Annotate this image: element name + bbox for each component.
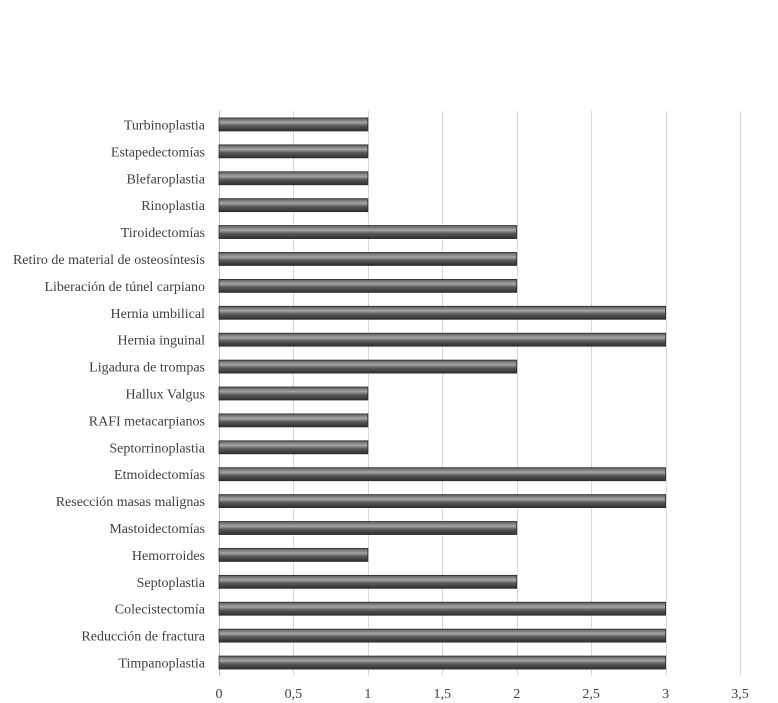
bar — [219, 360, 517, 373]
bar — [219, 199, 368, 212]
category-label: Ligadura de trompas — [89, 360, 205, 376]
bar — [219, 387, 368, 400]
category-label: Septoplastia — [136, 575, 205, 591]
bar — [219, 656, 666, 669]
x-tick-label: 3,5 — [731, 687, 749, 702]
x-tick-label: 2 — [513, 687, 521, 702]
bar — [219, 575, 517, 588]
category-label: Liberación de túnel carpiano — [44, 279, 205, 295]
bar — [219, 548, 368, 561]
category-label: Retiro de material de osteosíntesis — [12, 252, 205, 268]
category-label: Resección masas malignas — [55, 495, 205, 511]
category-label: Hernia inguinal — [117, 333, 205, 349]
bar — [219, 279, 517, 292]
bar — [219, 495, 666, 508]
bar — [219, 306, 666, 319]
x-tick-label: 0 — [215, 687, 223, 702]
bar — [219, 118, 368, 131]
category-label: Hernia umbilical — [110, 306, 205, 322]
bar — [219, 441, 368, 454]
bar — [219, 468, 666, 481]
x-tick-label: 3 — [662, 687, 670, 702]
category-label: Etmoidectomías — [114, 468, 205, 484]
category-labels — [13, 118, 206, 671]
bar — [219, 226, 517, 239]
category-label: Hemorroides — [131, 548, 205, 564]
bar — [219, 252, 517, 265]
category-label: Tiroidectomías — [120, 226, 205, 242]
bar — [219, 414, 368, 427]
category-label: Colecistectomía — [114, 602, 205, 618]
bar — [219, 333, 666, 346]
x-tick-label: 2,5 — [582, 687, 600, 702]
x-tick-labels — [216, 687, 749, 702]
category-label: Blefaroplastia — [126, 172, 205, 188]
category-label: Reducción de fractura — [81, 629, 205, 645]
category-label: Hallux Valgus — [125, 387, 205, 403]
x-tick-label: 1 — [364, 687, 372, 702]
bar — [219, 522, 517, 535]
bar — [219, 602, 666, 615]
bar — [219, 629, 666, 642]
category-label: RAFI metacarpianos — [88, 414, 205, 430]
bar — [219, 172, 368, 185]
category-label: Turbinoplastia — [123, 118, 205, 134]
category-label: Timpanoplastia — [118, 656, 205, 672]
category-label: Rinoplastia — [141, 199, 205, 215]
x-tick-label: 0,5 — [284, 687, 303, 702]
x-tick-label: 1,5 — [433, 687, 452, 702]
category-label: Mastoidectomías — [109, 522, 205, 538]
category-label: Septorrinoplastia — [109, 441, 205, 457]
bar — [219, 145, 368, 158]
category-label: Estapedectomías — [110, 145, 205, 161]
